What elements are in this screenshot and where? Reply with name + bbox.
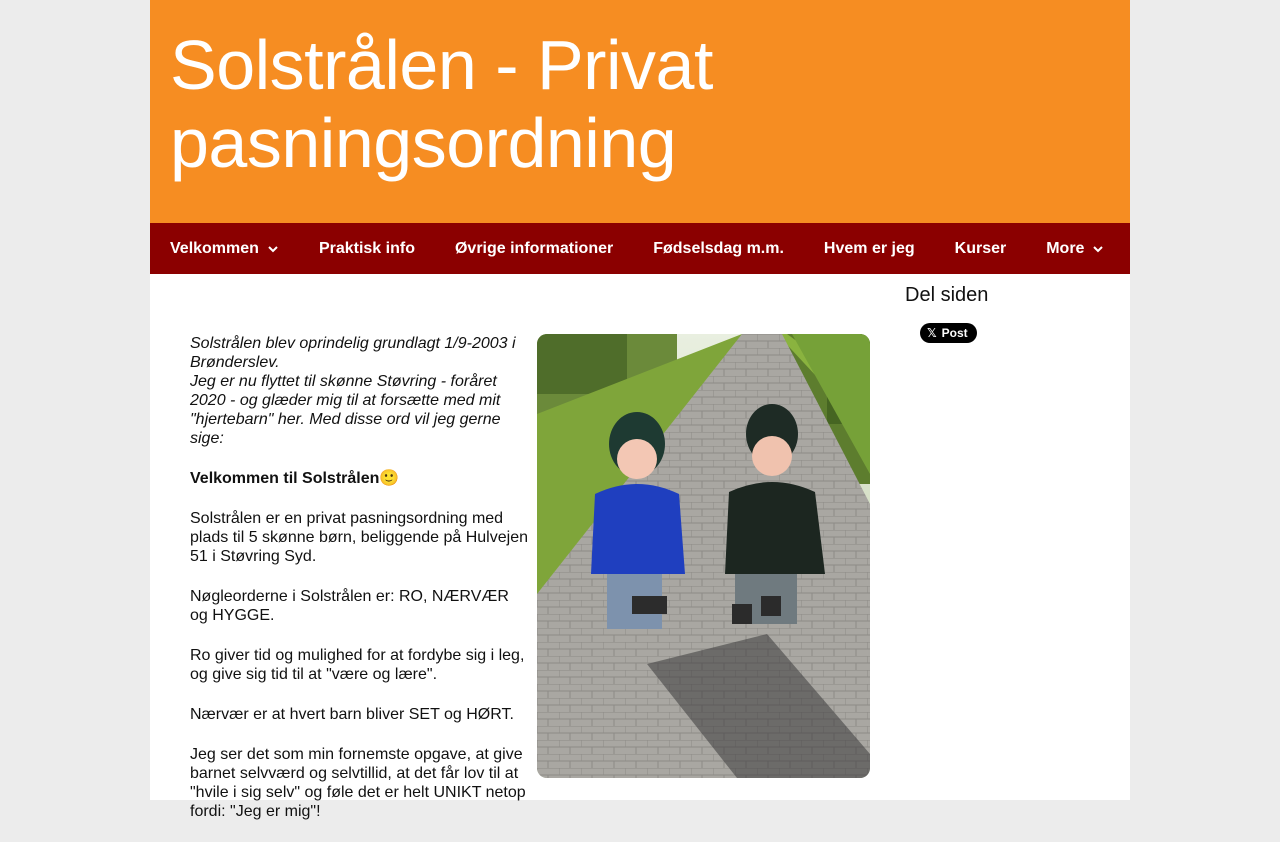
nav-item-label: Øvrige informationer <box>454 239 614 257</box>
nav-item-label: Hvem er jeg <box>823 239 915 257</box>
nav-item-praktisk-info[interactable] <box>319 223 415 274</box>
page <box>150 0 1130 820</box>
paragraph: Solstrålen er en privat pasningsordning med plads til 5 skønne børn, beliggende på Hulvejen 51 i Støvring Syd. <box>190 510 528 565</box>
site-title[interactable]: Solstrålen - Privat pasningsordning <box>170 26 713 182</box>
nav-item-label: Kurser <box>954 239 1007 257</box>
chevron-down-icon <box>1092 243 1104 255</box>
paragraph: Jeg ser det som min fornemste opgave, at give barnet selvværd og selvtillid, at det får lov til at "hvile i sig selv" og føle det er helt UNIKT netop fordi: "Jeg er mig"! <box>190 746 526 820</box>
paragraph: Nøgleorderne i Solstrålen er: RO, NÆRVÆR og HYGGE. <box>190 588 509 624</box>
share-heading: Del siden <box>905 284 989 306</box>
paragraph: Nærvær er at hvert barn bliver SET og HØRT. <box>190 706 514 723</box>
sidebar <box>905 284 1105 343</box>
nav-item-label: Praktisk info <box>318 239 415 257</box>
nav-item-velkommen[interactable] <box>170 223 279 274</box>
article-text <box>190 334 530 842</box>
nav-item-ovrige-informationer[interactable] <box>455 223 613 274</box>
nav-item-label: Velkommen <box>170 239 259 257</box>
nav-item-more[interactable] <box>1046 223 1104 274</box>
nav-item-fodselsdag[interactable] <box>653 223 784 274</box>
nav-item-label: More <box>1046 239 1085 257</box>
children-photo <box>537 334 870 778</box>
chevron-down-icon <box>267 243 279 255</box>
nav-item-kurser[interactable] <box>955 223 1007 274</box>
nav-item-label: Fødselsdag m.m. <box>653 239 784 257</box>
x-post-button[interactable] <box>920 323 977 343</box>
paragraph: Ro giver tid og mulighed for at fordybe sig i leg, og give sig tid til at "være og lære". <box>190 647 525 683</box>
children-photo-illustration <box>537 334 870 778</box>
post-label: Post <box>941 326 968 340</box>
site-header <box>150 0 1130 223</box>
main-nav <box>150 223 1130 274</box>
welcome-heading: Velkommen til Solstrålen🙂 <box>190 470 400 487</box>
nav-item-hvem-er-jeg[interactable] <box>824 223 915 274</box>
x-logo-icon: 𝕏 <box>927 326 937 340</box>
intro-text: Solstrålen blev oprindelig grundlagt 1/9-2003 i Brønderslev. Jeg er nu flyttet til skønne Støvring - foråret 2020 - og glæder mig til at forsætte med mit "hjertebarn" her. Med disse ord vil jeg gerne sige: <box>190 335 516 447</box>
